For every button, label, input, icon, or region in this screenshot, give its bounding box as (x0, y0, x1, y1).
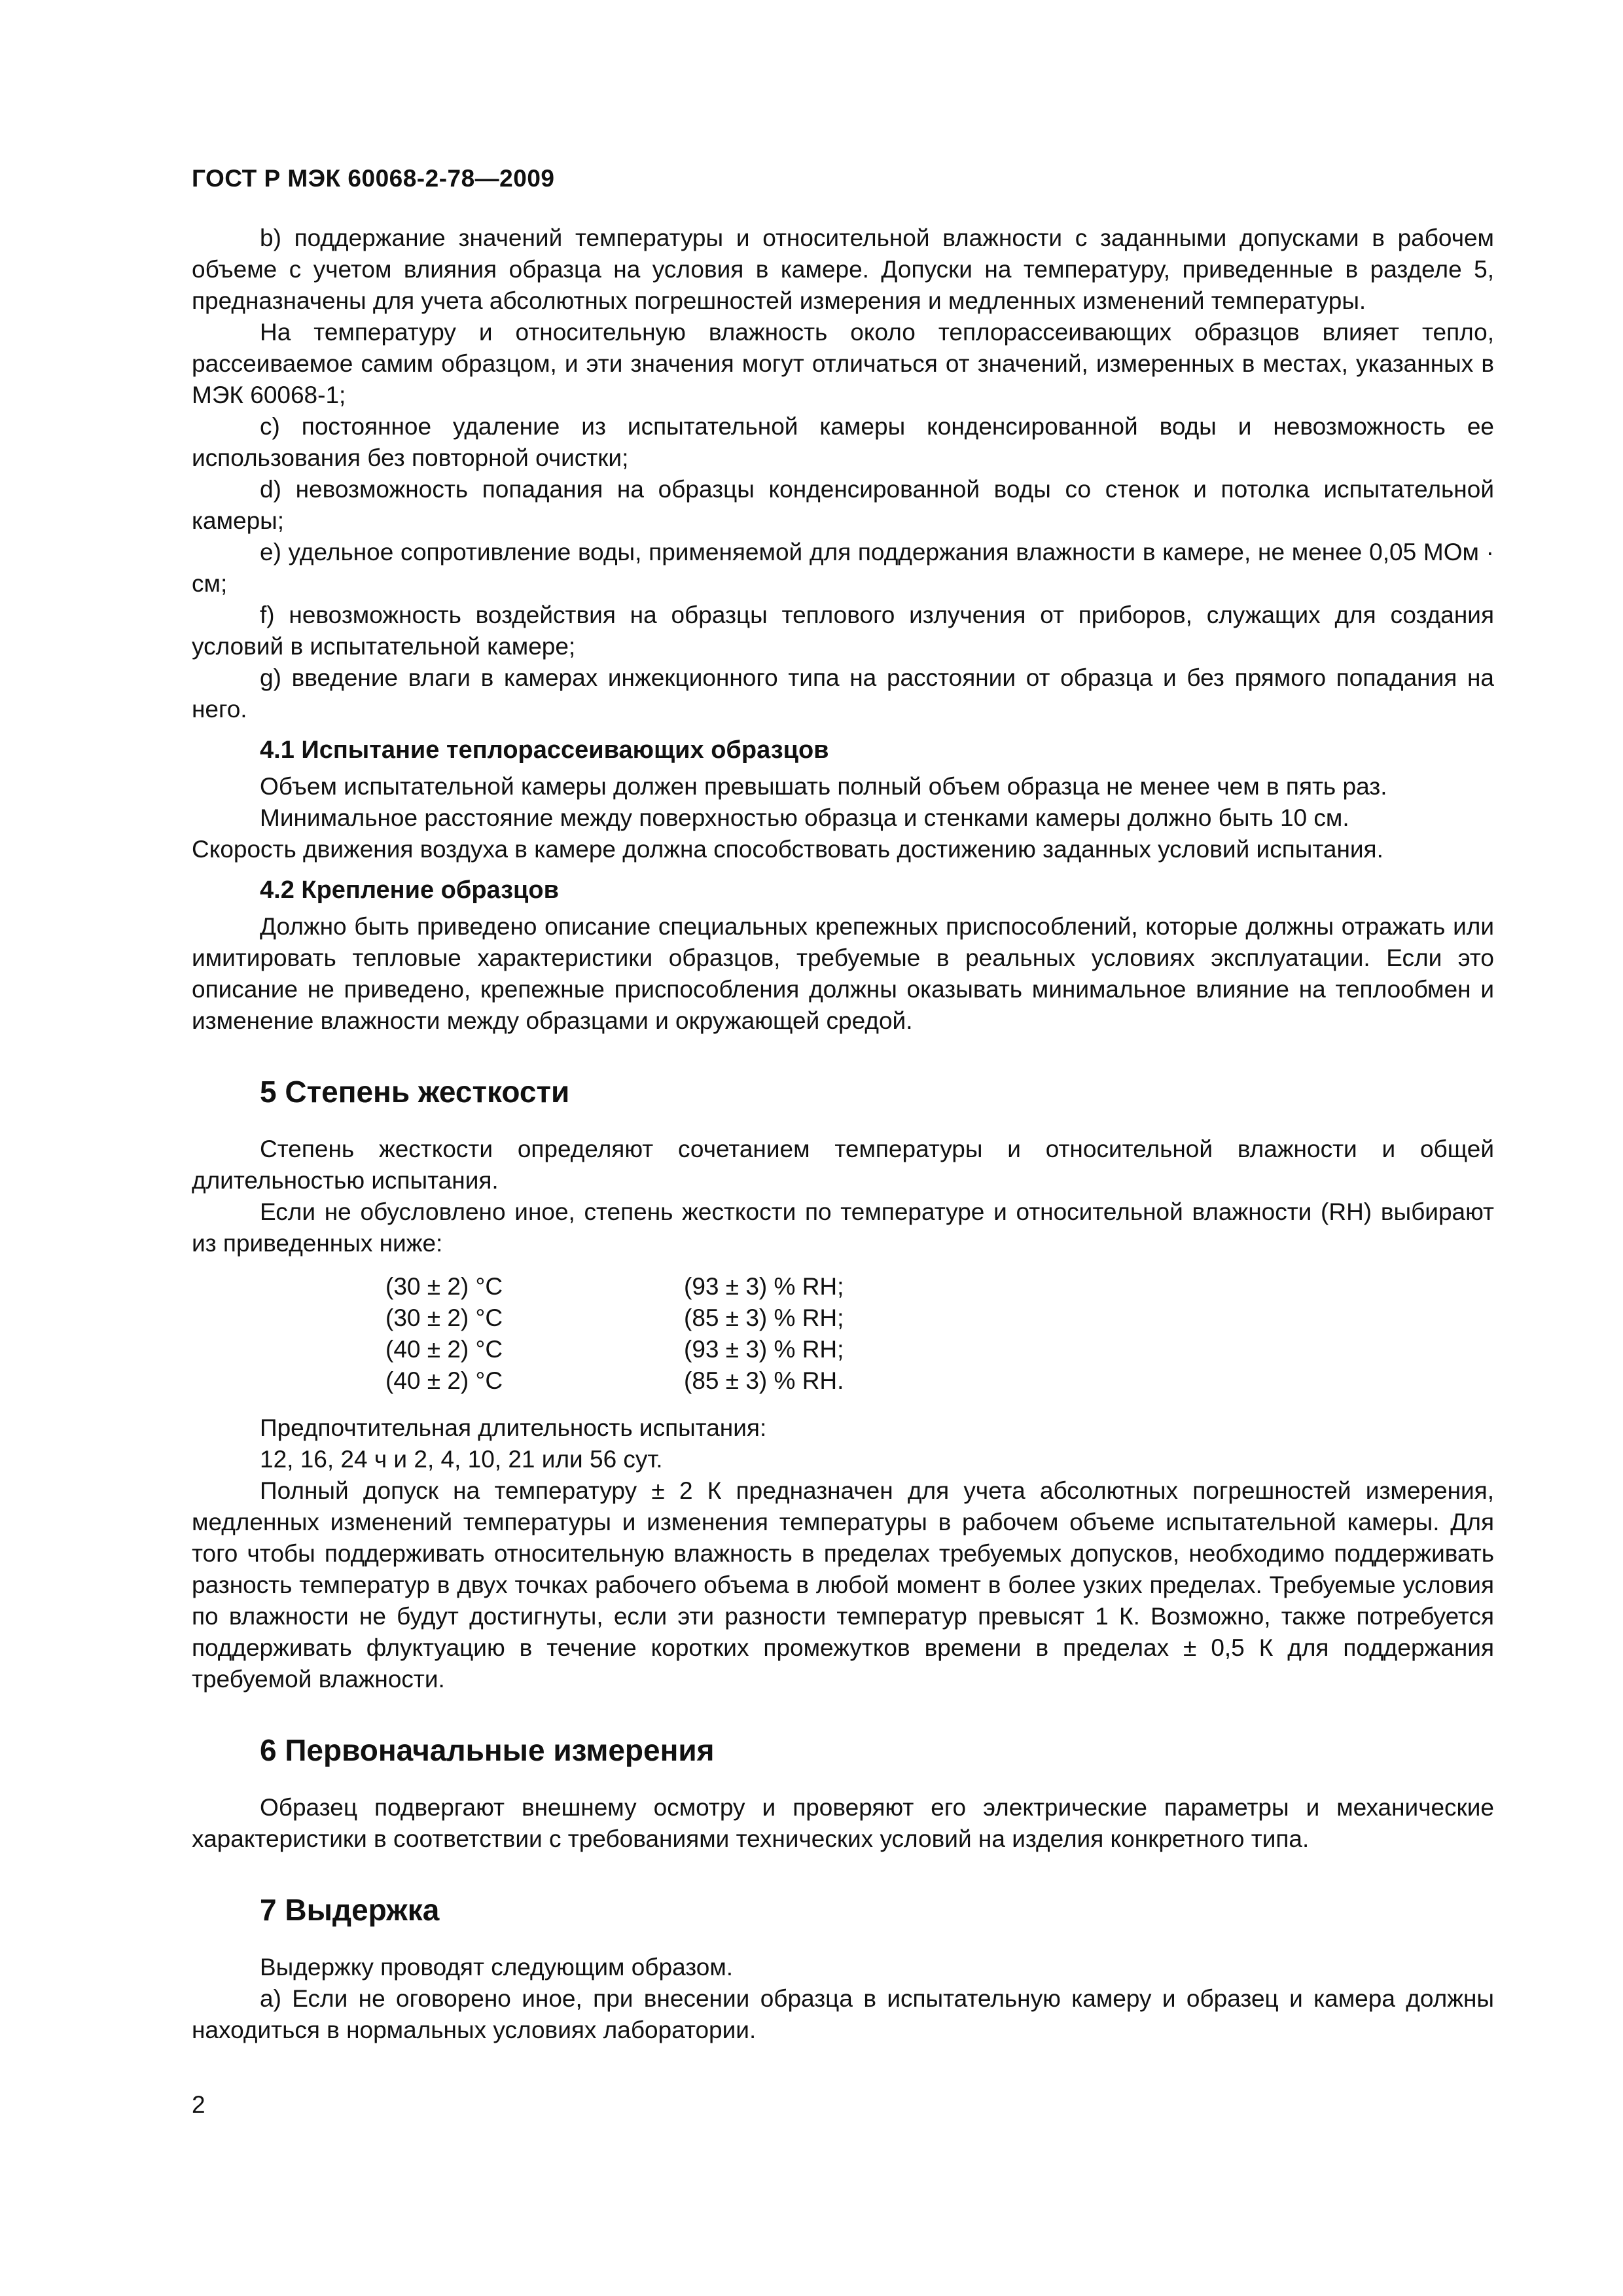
paragraph-e: e) удельное сопротивление воды, применяемой для поддержания влажности в камере, не менее 0,05 МОм · см; (192, 539, 1494, 597)
severity-temperature: (30 ± 2) °C (385, 1304, 503, 1331)
paragraph-c: c) постоянное удаление из испытательной камеры конденсированной воды и невозможность ее использования без повторной очистки; (192, 413, 1494, 471)
paragraph-f: f) невозможность воздействия на образцы теплового излучения от приборов, служащих для создания условий в испытательной камере; (192, 601, 1494, 660)
section-7-p2: a) Если не оговорено иное, при внесении образца в испытательную камеру и образец и камера должны находиться в нормальных условиях лаборатории. (192, 1985, 1494, 2043)
section-5-p3: Предпочтительная длительность испытания: (260, 1414, 767, 1441)
section-5-p4: 12, 16, 24 ч и 2, 4, 10, 21 или 56 сут. (260, 1446, 663, 1473)
subsection-4-1-p1: Объем испытательной камеры должен превышать полный объем образца не менее чем в пять раз. (260, 773, 1387, 800)
subsection-4-1-p2: Минимальное расстояние между поверхностью образца и стенками камеры должно быть 10 см. (260, 804, 1349, 831)
severity-temperature: (40 ± 2) °C (385, 1336, 503, 1363)
severity-temperature: (40 ± 2) °C (385, 1367, 503, 1394)
severity-row (192, 1334, 1494, 1365)
page-number: 2 (192, 2091, 205, 2118)
severity-temperature: (30 ± 2) °C (385, 1273, 503, 1300)
severity-humidity: (93 ± 3) % RH; (684, 1273, 844, 1300)
section-7-title: 7 Выдержка (260, 1893, 440, 1927)
section-7-p1: Выдержку проводят следующим образом. (260, 1954, 734, 1981)
document-header: ГОСТ Р МЭК 60068-2-78—2009 (192, 165, 555, 192)
severity-values-list (192, 1271, 1494, 1397)
paragraph-g: g) введение влаги в камерах инжекционного типа на расстоянии от образца и без прямого попадания на него. (192, 664, 1494, 723)
section-6-p1: Образец подвергают внешнему осмотру и проверяют его электрические параметры и механические характеристики в соответствии с требованиями технических условий на изделия конкретного типа. (192, 1794, 1494, 1852)
section-5-p1: Степень жесткости определяют сочетанием температуры и относительной влажности и общей длительностью испытания. (192, 1136, 1494, 1194)
severity-row (192, 1271, 1494, 1302)
severity-row (192, 1365, 1494, 1397)
section-5-p5: Полный допуск на температуру ± 2 К предназначен для учета абсолютных погрешностей измерения, медленных изменений температуры и изменения температуры в рабочем объеме испытательной камеры. Для того чтобы поддерживать относительную влажность в пределах требуемых допусков, необходимо поддерживать разность температур в двух точках рабочего объема в любой момент в более узких пределах. Требуемые условия по влажности не будут достигнуты, если эти разности температур превысят 1 К. Возможно, также потребуется поддерживать флуктуацию в течение коротких промежутков времени в пределах ± 0,5 К для поддержания требуемой влажности. (192, 1477, 1494, 1693)
subsection-4-1-title: 4.1 Испытание теплорассеивающих образцов (260, 736, 829, 764)
severity-humidity: (85 ± 3) % RH; (684, 1304, 844, 1331)
severity-humidity: (93 ± 3) % RH; (684, 1336, 844, 1363)
subsection-4-1-p3: Скорость движения воздуха в камере должна способствовать достижению заданных условий испытания. (192, 836, 1383, 863)
section-6-title: 6 Первоначальные измерения (260, 1733, 715, 1767)
paragraph-b-cont: На температуру и относительную влажность около теплорассеивающих образцов влияет тепло, рассеиваемое самим образцом, и эти значения могут отличаться от значений, измеренных в местах, указанных в МЭК 60068-1; (192, 319, 1494, 408)
section-5-p2: Если не обусловлено иное, степень жесткости по температуре и относительной влажности (RH) выбирают из приведенных ниже: (192, 1198, 1494, 1257)
document-body (192, 223, 1494, 2046)
severity-humidity: (85 ± 3) % RH. (684, 1367, 844, 1394)
paragraph-d: d) невозможность попадания на образцы конденсированной воды со стенок и потолка испытательной камеры; (192, 476, 1494, 534)
paragraph-b: b) поддержание значений температуры и относительной влажности с заданными допусками в рабочем объеме с учетом влияния образца на условия в камере. Допуски на температуру, приведенные в разделе 5, предназначены для учета абсолютных погрешностей измерения и медленных изменений температуры. (192, 224, 1494, 314)
section-5-title: 5 Степень жесткости (260, 1075, 570, 1109)
severity-row (192, 1302, 1494, 1334)
subsection-4-2-p1: Должно быть приведено описание специальных крепежных приспособлений, которые должны отражать или имитировать тепловые характеристики образцов, требуемые в реальных условиях эксплуатации. Если это описание не приведено, крепежные приспособления должны оказывать минимальное влияние на теплообмен и изменение влажности между образцами и окружающей средой. (192, 913, 1494, 1034)
subsection-4-2-title: 4.2 Крепление образцов (260, 876, 559, 904)
